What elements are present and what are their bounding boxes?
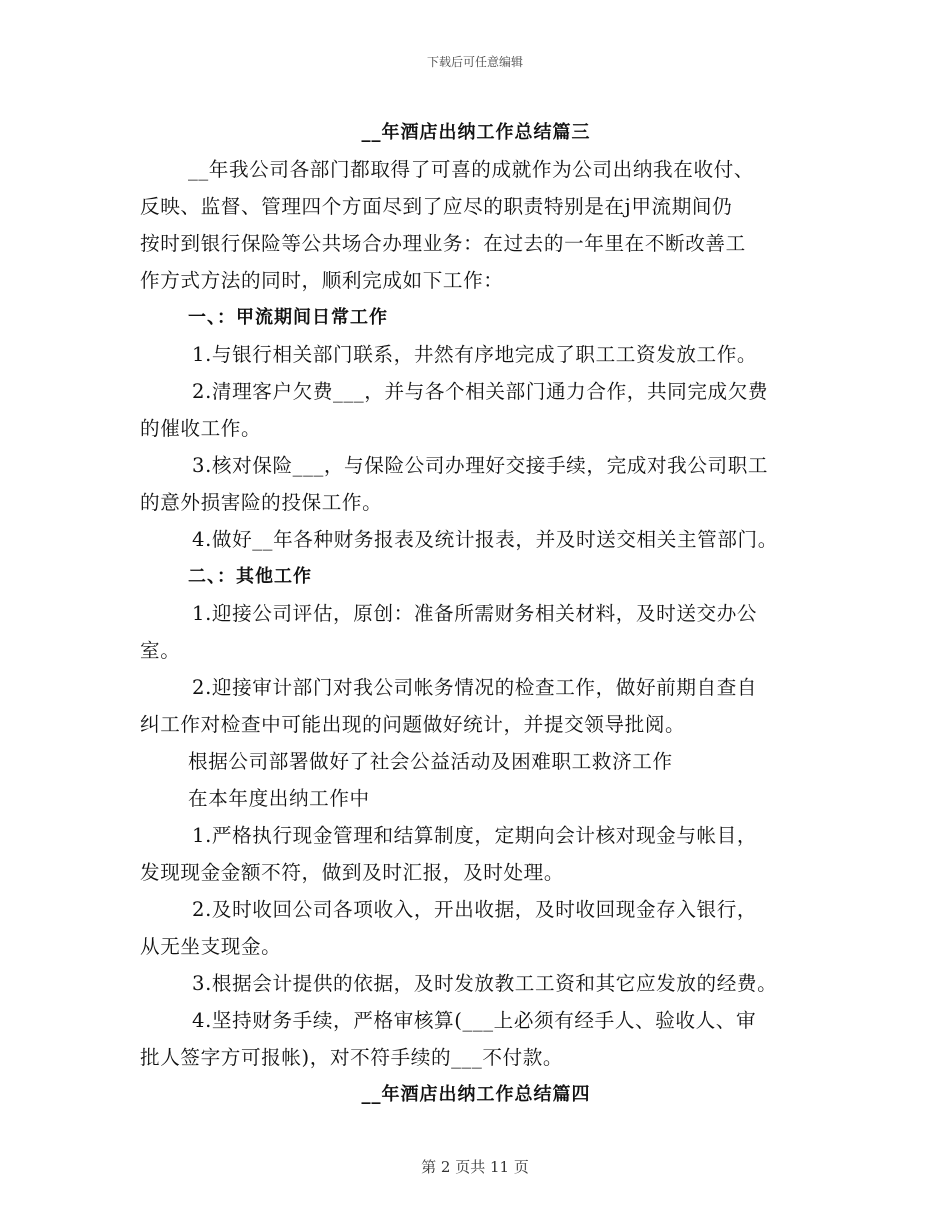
section1-item-2-cont: 的催收工作。 [140, 417, 262, 440]
section2-paragraph-1: 根据公司部署做好了社会公益活动及困难职工救济工作 [188, 750, 673, 773]
section1-item-1: 1.与银行相关部门联系，井然有序地完成了职工工资发放工作。 [192, 343, 758, 366]
section1-heading: 一、：甲流期间日常工作 [188, 307, 388, 328]
section2-heading: 二、：其他工作 [188, 566, 312, 587]
section2-item-2: 2.迎接审计部门对我公司帐务情况的检查工作，做好前期自查自 [192, 676, 758, 699]
section3-item-2: 2.及时收回公司各项收入，开出收据，及时收回现金存入银行， [192, 898, 758, 921]
section-title: __年酒店出纳工作总结篇三 [361, 122, 591, 143]
intro-line-4: 作方式方法的同时，顺利完成如下工作： [140, 269, 504, 292]
intro-line-2: 反映、监督、管理四个方面尽到了应尽的职责特别是在j甲流期间仍 [140, 195, 733, 218]
section3-item-1: 1.严格执行现金管理和结算制度，定期向会计核对现金与帐目， [192, 824, 758, 847]
section1-item-3: 3.核对保险___，与保险公司办理好交接手续，完成对我公司职工 [192, 454, 769, 477]
intro-line-1: __年我公司各部门都取得了可喜的成就作为公司出纳我在收付、 [188, 158, 755, 181]
section2-item-1: 1.迎接公司评估，原创：准备所需财务相关材料，及时送交办公 [192, 602, 758, 625]
section1-item-2: 2.清理客户欠费___，并与各个相关部门通力合作，共同完成欠费 [192, 380, 769, 403]
section3-item-3: 3.根据会计提供的依据，及时发放教工工资和其它应发放的经费。 [192, 972, 778, 995]
section2-paragraph-2: 在本年度出纳工作中 [188, 787, 370, 810]
section3-item-2-cont: 从无坐支现金。 [140, 935, 282, 958]
next-section-title: __年酒店出纳工作总结篇四 [361, 1084, 591, 1105]
section3-item-1-cont: 发现现金金额不符，做到及时汇报，及时处理。 [140, 861, 565, 884]
section3-item-4-cont: 批人签字方可报帐)，对不符手续的___不付款。 [140, 1046, 564, 1069]
section2-item-1-cont: 室。 [140, 639, 181, 662]
page-header-note: 下载后可任意编辑 [426, 55, 523, 69]
document-body [140, 114, 812, 1113]
intro-line-3: 按时到银行保险等公共场合办理业务：在过去的一年里在不断改善工 [140, 232, 746, 255]
page-number: 第 2 页共 11 页 [421, 1158, 529, 1176]
section2-item-2-cont: 纠工作对检查中可能出现的问题做好统计，并提交领导批阅。 [140, 713, 686, 736]
section1-item-4: 4.做好__年各种财务报表及统计报表，并及时送交相关主管部门。 [192, 528, 778, 551]
section1-item-3-cont: 的意外损害险的投保工作。 [140, 491, 383, 514]
section3-item-4: 4.坚持财务手续，严格审核算(___上必须有经手人、验收人、审 [192, 1009, 757, 1032]
